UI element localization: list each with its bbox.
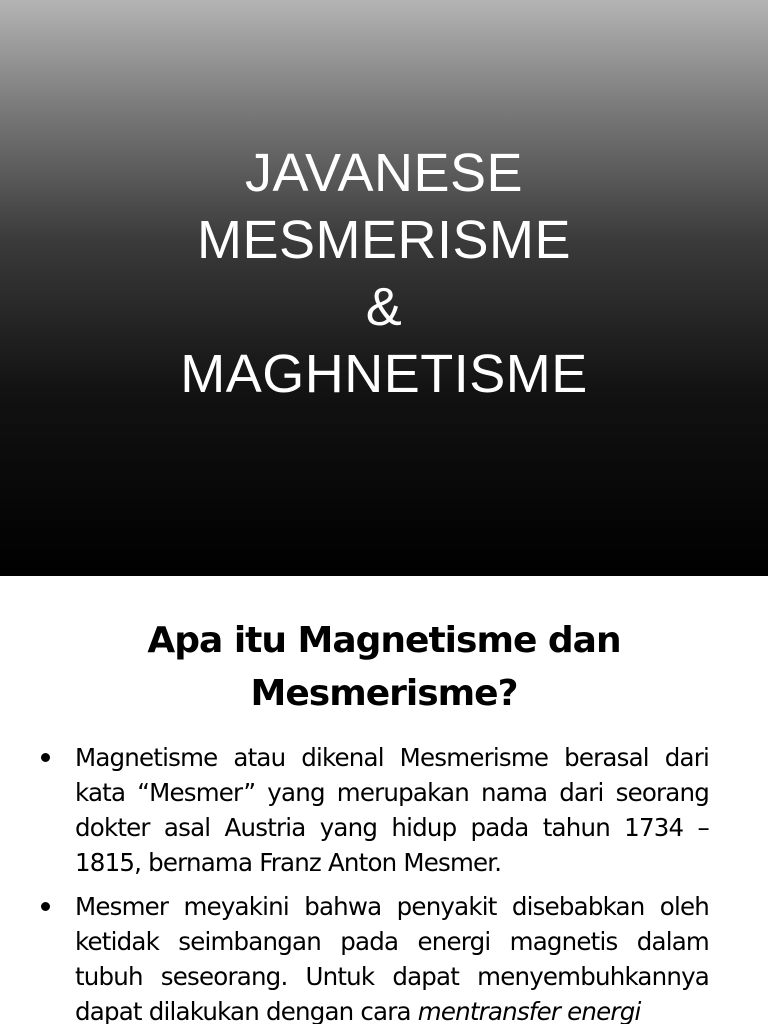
- bullet-list: [38, 740, 709, 1024]
- bullet-dot-icon: [41, 753, 50, 762]
- bullet-text: Magnetisme atau dikenal Mesmerisme berasal dari kata “Mesmer” yang merupakan nama dari seorang dokter asal Austria yang hidup pada tahun 1734 – 1815, bernama Franz Anton Mesmer.: [75, 743, 709, 877]
- title-line: MAGHNETISME: [180, 344, 588, 404]
- bullet-emphasis: mentransfer energi: [417, 997, 641, 1024]
- bullet-item: [38, 889, 709, 1024]
- title-line: MESMERISME: [196, 210, 572, 270]
- slide-title-heading: [0, 140, 768, 408]
- heading-line: Mesmerisme?: [250, 673, 518, 714]
- content-slide: [0, 576, 768, 1024]
- bullet-item: [38, 740, 709, 880]
- title-line: &: [365, 277, 403, 337]
- title-line: JAVANESE: [244, 143, 524, 203]
- content-slide-heading: [0, 614, 768, 720]
- bullet-text: Mesmer meyakini bahwa penyakit disebabkan oleh ketidak seimbangan pada energi magnetis dalam tubuh seseorang. Untuk dapat menyembuhkannya dapat dilakukan dengan cara: [75, 892, 709, 1024]
- bullet-dot-icon: [41, 902, 50, 911]
- heading-line: Apa itu Magnetisme dan: [147, 620, 621, 661]
